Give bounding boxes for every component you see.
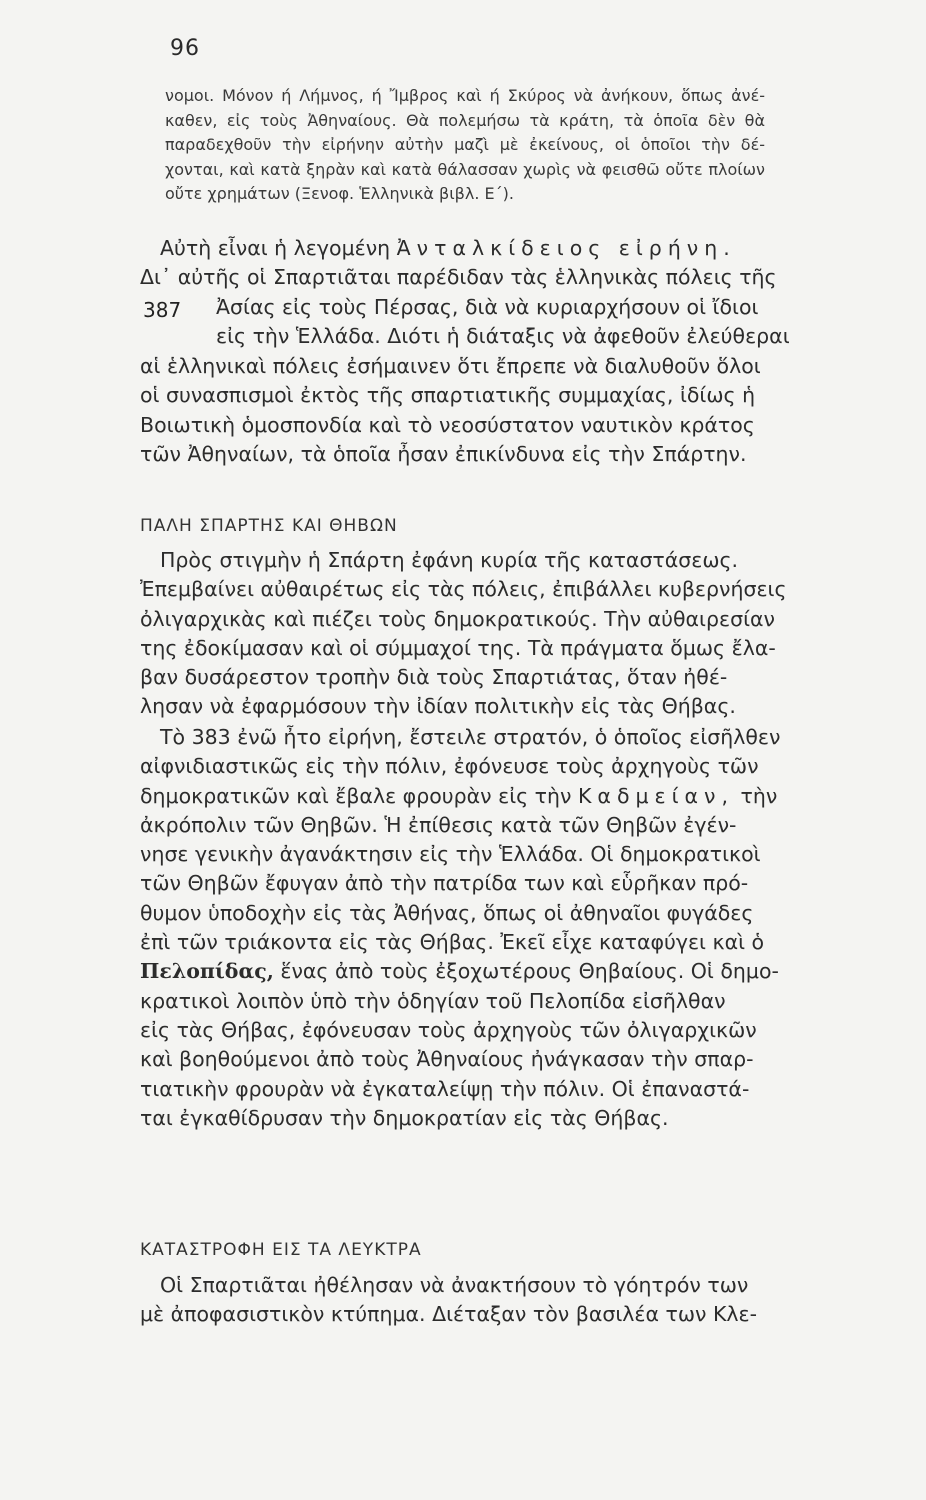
page-number: 96 [170,36,200,61]
text-line: Οἱ Σπαρτιᾶται ἠθέλησαν νὰ ἀνακτήσουν τὸ γόητρόν των [160,1273,749,1297]
quote-line: νομοι. Μόνον ή Λήμνος, ή Ἴμβρος καὶ ή Σκύρος νὰ ἀνήκουν, ὅπως ἀνέ- [165,86,765,105]
text-line: ται ἐγκαθίδρυσαν τὴν δημοκρατίαν εἰς τὰς Θήβας. [140,1105,669,1130]
text-segment: τὴν [734,783,778,808]
quote-line: οὔτε χρημάτων (Ξενοφ. Ἑλληνικὰ βιβλ. Ε΄). [165,184,514,203]
paragraph-antalkidas-indented [216,293,790,352]
text-line: ἀκρόπολιν τῶν Θηβῶν. Ἡ ἐπίθεσις κατὰ τῶν Θηβῶν ἐγέν- [140,812,737,837]
text-line: αἰφνιδιαστικῶς εἰς τὴν πόλιν, ἐφόνευσε τοὺς ἀρχηγοὺς τῶν [140,754,759,779]
text-line [140,782,780,811]
text-line: καὶ βοηθούμενοι ἀπὸ τοὺς Ἀθηναίους ἠνάγκασαν τὴν σπαρ- [140,1047,754,1072]
text-line [140,234,780,263]
text-line: λησαν νὰ ἐφαρμόσουν τὴν ἰδίαν πολιτικὴν εἰς τὰς Θήβας. [140,694,736,719]
text-line: εἰς τὰς Θήβας, ἐφόνευσαν τοὺς ἀρχηγοὺς τῶν ὀλιγαρχικῶν [140,1017,757,1042]
text-segment: Αὐτὴ εἶναι ἡ λεγομένη [160,236,397,260]
text-segment: δημοκρατικῶν καὶ ἔβαλε φρουρὰν εἰς τὴν [140,783,578,808]
text-line: Ἀσίας εἰς τοὺς Πέρσας, διὰ νὰ κυριαρχήσουν οἱ ἴδιοι [216,295,759,319]
text-line: μὲ ἀποφασιστικὸν κτύπημα. Διέταξαν τὸν βασιλέα των Κλε- [140,1302,758,1327]
text-line: Ἐπεμβαίνει αὐθαιρέτως εἰς τὰς πόλεις, ἐπιβάλλει κυβερνήσεις [140,577,787,602]
paragraph-sparta-thebes [140,546,787,722]
text-line: αἱ ἑλληνικαὶ πόλεις ἐσήμαινεν ὅτι ἔπρεπε νὰ διαλυθοῦν ὅλοι [140,354,761,378]
text-line: κρατικοὶ λοιπὸν ὑπὸ τὴν ὁδηγίαν τοῦ Πελοπίδα εἰσῆλθαν [140,988,726,1013]
text-line: οἱ συνασπισμοὶ ἐκτὸς τῆς σπαρτιατικῆς συμμαχίας, ἰδίως ἡ [140,383,756,408]
text-line: Βοιωτικὴ ὁμοσπονδία καὶ τὸ νεοσύστατον ναυτικὸν κράτος [140,412,755,437]
paragraph-antalkidas-continued [140,352,780,469]
text-line: ἐπὶ τῶν τριάκοντα εἰς τὰς Θήβας. Ἐκεῖ εἶχε καταφύγει καὶ ὁ [140,930,765,955]
quote-line: χονται, καὶ κατὰ ξηρὰν καὶ κατὰ θάλασσαν χωρὶς νὰ φεισθῶ οὔτε πλοίων [165,159,765,179]
text-line: Δι᾽ αὐτῆς οἱ Σπαρτιᾶται παρέδιδαν τὰς ἑλληνικὰς πόλεις τῆς [140,265,777,290]
text-line: βαν δυσάρεστον τροπὴν διὰ τοὺς Σπαρτιάτας, ὅταν ἠθέ- [140,665,728,690]
quote-line: παραδεχθοῦν τὴν εἰρήνην αὐτὴν μαζὶ μὲ ἐκείνους, οἱ ὁποῖοι τὴν δέ- [165,135,765,154]
margin-year: 387 [143,298,182,322]
text-line: τῶν Ἀθηναίων, τὰ ὁποῖα ἦσαν ἐπικίνδυνα εἰς τὴν Σπάρτην. [140,441,747,466]
text-line [140,957,780,986]
spaced-term: Καδμείαν, [577,783,735,808]
text-line: ὀλιγαρχικὰς καὶ πιέζει τοὺς δημοκρατικούς. Τὴν αὐθαιρεσίαν [140,606,775,631]
spaced-term: Ἀνταλκίδειος εἰρήνη. [396,236,736,260]
text-segment: ἕνας ἀπὸ τοὺς ἐξοχωτέρους Θηβαίους. Οἱ δημο- [273,959,779,984]
section-heading: ΠΑΛΗ ΣΠΑΡΤΗΣ ΚΑΙ ΘΗΒΩΝ [140,516,398,536]
text-line: της ἐδοκίμασαν καὶ οἱ σύμμαχοί της. Τὰ πράγματα ὅμως ἔλα- [140,635,776,660]
paragraph-leuctra [140,1271,780,1330]
text-line: Πρὸς στιγμὴν ἡ Σπάρτη ἐφάνη κυρία τῆς καταστάσεως. [160,548,739,572]
quoted-passage [165,84,765,207]
quote-line: καθεν, εἰς τοὺς Ἀθηναίους. Θὰ πολεμήσω τὰ κράτη, τὰ ὁποῖα δὲν θὰ [165,110,765,130]
text-line: νησε γενικὴν ἀγανάκτησιν εἰς τὴν Ἑλλάδα. Οἱ δημοκρατικοὶ [140,842,761,867]
paragraph-antalkidas-peace [140,234,780,293]
text-line: εἰς τὴν Ἑλλάδα. Διότι ἡ διάταξις νὰ ἀφεθοῦν ἐλεύθεραι [216,324,790,349]
bold-name: Πελοπίδας, [140,959,274,984]
text-line: θυμον ὑποδοχὴν εἰς τὰς Ἀθήνας, ὅπως οἱ ἀθηναῖοι φυγάδες [140,900,754,925]
text-line: τιατικὴν φρουρὰν νὰ ἐγκαταλείψῃ τὴν πόλιν. Οἱ ἐπαναστά- [140,1076,750,1101]
text-line: τῶν Θηβῶν ἔφυγαν ἀπὸ τὴν πατρίδα των καὶ εὗρῆκαν πρό- [140,871,749,896]
paragraph-kadmeia [140,723,780,1133]
section-heading: ΚΑΤΑΣΤΡΟΦΗ ΕΙΣ ΤΑ ΛΕΥΚΤΡΑ [140,1240,422,1260]
text-line: Τὸ 383 ἐνῶ ἦτο εἰρήνη, ἔστειλε στρατόν, ὁ ὁποῖος εἰσῆλθεν [160,725,781,749]
